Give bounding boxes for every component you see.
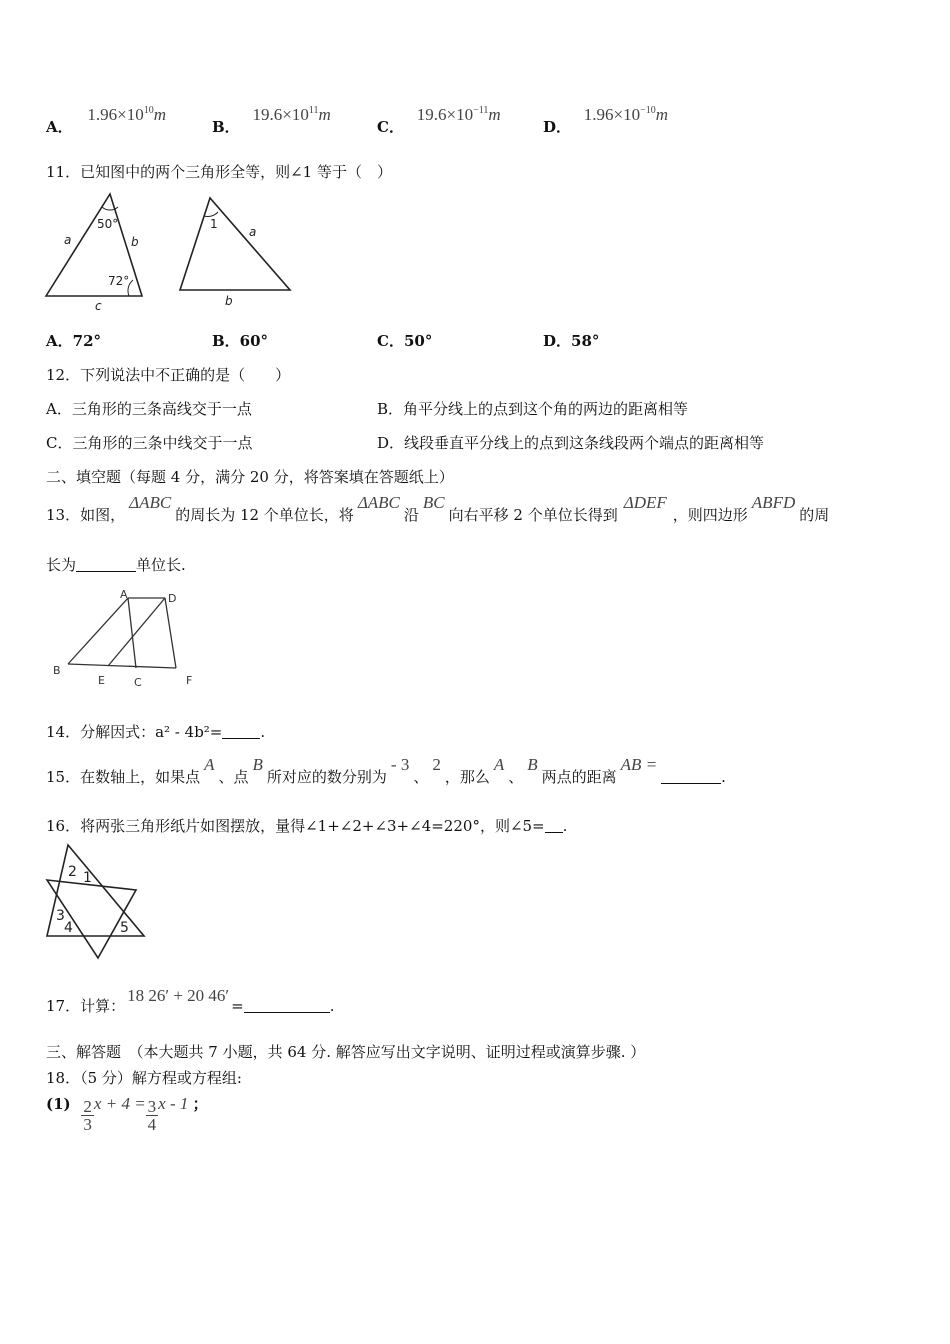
q13-answer-blank[interactable] xyxy=(76,557,136,572)
q16: 16．将两张三角形纸片如图摆放，量得∠1+∠2+∠3+∠4=220°，则∠5= . xyxy=(46,817,568,835)
q11-fig1-bottom-angle: 72° xyxy=(108,274,130,288)
q14: 14．分解因式：a² - 4b²= . xyxy=(46,723,266,741)
q18-part-1: (1) $\frac{2}{3}$ x + 4 = $\frac{3}{4}$ x - 1 ； xyxy=(46,1094,208,1134)
q18-stem: 18．（5 分）解方程或方程组: xyxy=(46,1069,242,1087)
q11-fig1-side-b: b xyxy=(131,235,139,249)
q13-label-e: E xyxy=(98,674,105,687)
q12-option-b[interactable]: B．角平分线上的点到这个角的两边的距离相等 xyxy=(377,400,689,418)
q11-figure xyxy=(40,190,300,315)
q12-option-c[interactable]: C．三角形的三条中线交于一点 xyxy=(46,434,253,452)
q10-option-a[interactable]: A． $1.96\times 10^{10}m$ xyxy=(46,105,167,136)
q11-triangle-2 xyxy=(180,198,290,290)
q17: 17．计算：18 26′ + 20 46′= . xyxy=(46,986,335,1015)
q11-fig1-side-a: a xyxy=(64,233,72,247)
q15-answer-blank[interactable] xyxy=(661,769,721,784)
q11-option-b[interactable]: B．60° xyxy=(212,332,269,350)
q12-option-a[interactable]: A．三角形的三条高线交于一点 xyxy=(46,400,252,418)
q17-answer-blank[interactable] xyxy=(244,998,330,1013)
q13-figure xyxy=(48,586,208,691)
q16-answer-blank[interactable] xyxy=(545,818,563,833)
q16-angle-1: 1 xyxy=(83,870,92,886)
q16-angle-3: 3 xyxy=(56,908,65,924)
q10-option-b[interactable]: B． $19.6\times 10^{11}m$ xyxy=(212,105,331,136)
q11-option-d[interactable]: D．58° xyxy=(543,332,600,350)
q10-option-d-math: $1.96\times 10^{-10}m$ xyxy=(583,105,669,124)
q11-fig2-angle-1: 1 xyxy=(210,217,218,231)
q11-option-c[interactable]: C．50° xyxy=(377,332,433,350)
q13-label-b: B xyxy=(53,664,61,677)
q11-fig1-side-c: c xyxy=(95,299,102,313)
q16-angle-5: 5 xyxy=(120,920,129,936)
q14-answer-blank[interactable] xyxy=(222,724,260,739)
q16-angle-4: 4 xyxy=(64,920,73,936)
q11-fig2-side-a: a xyxy=(249,225,257,239)
q11-stem: 11．已知图中的两个三角形全等，则∠1 等于（ ） xyxy=(46,163,392,181)
q10-option-b-math: $19.6\times 10^{11}m$ xyxy=(252,105,331,124)
q13-label-a: A xyxy=(120,588,128,601)
q12-stem: 12．下列说法中不正确的是（ ） xyxy=(46,366,291,384)
q16-angle-2: 2 xyxy=(68,864,77,880)
q12-option-d[interactable]: D．线段垂直平分线上的点到这条线段两个端点的距离相等 xyxy=(377,434,765,452)
q11-fig1-top-angle: 50° xyxy=(97,217,119,231)
q10-option-a-math: $1.96\times 10^{10}m$ xyxy=(87,105,167,124)
q11-fig2-side-b: b xyxy=(225,294,233,308)
q13-line-1: 13．如图，ΔABC的周长为 12 个单位长，将ΔABC沿BC向右平移 2 个单位长得到ΔDEF，则四边形ABFD的周 xyxy=(46,493,830,524)
q18-equation: $\frac{2}{3}$ x + 4 = $\frac{3}{4}$ x - 1 xyxy=(83,1094,189,1134)
q15: 15．在数轴上，如果点A、点B所对应的数分别为- 3、2，那么A、B两点的距离AB =. xyxy=(46,755,726,786)
q13-label-f: F xyxy=(186,674,193,687)
q13-label-d: D xyxy=(168,592,177,605)
section-2-title: 二、填空题（每题 4 分，满分 20 分，将答案填在答题纸上） xyxy=(46,468,454,486)
q10-option-c-math: $19.6\times 10^{-11}m$ xyxy=(416,105,501,124)
q13-line-2: 长为 单位长. xyxy=(46,556,186,574)
q16-figure xyxy=(42,840,152,965)
q10-option-d[interactable]: D． $1.96\times 10^{-10}m$ xyxy=(543,105,669,136)
section-3-title: 三、解答题 （本大题共 7 小题，共 64 分. 解答应写出文字说明、证明过程或演算步骤. ） xyxy=(46,1043,646,1061)
q13-label-c: C xyxy=(134,676,142,689)
q11-option-a[interactable]: A．72° xyxy=(46,332,102,350)
q10-option-c[interactable]: C． $19.6\times 10^{-11}m$ xyxy=(377,105,501,136)
